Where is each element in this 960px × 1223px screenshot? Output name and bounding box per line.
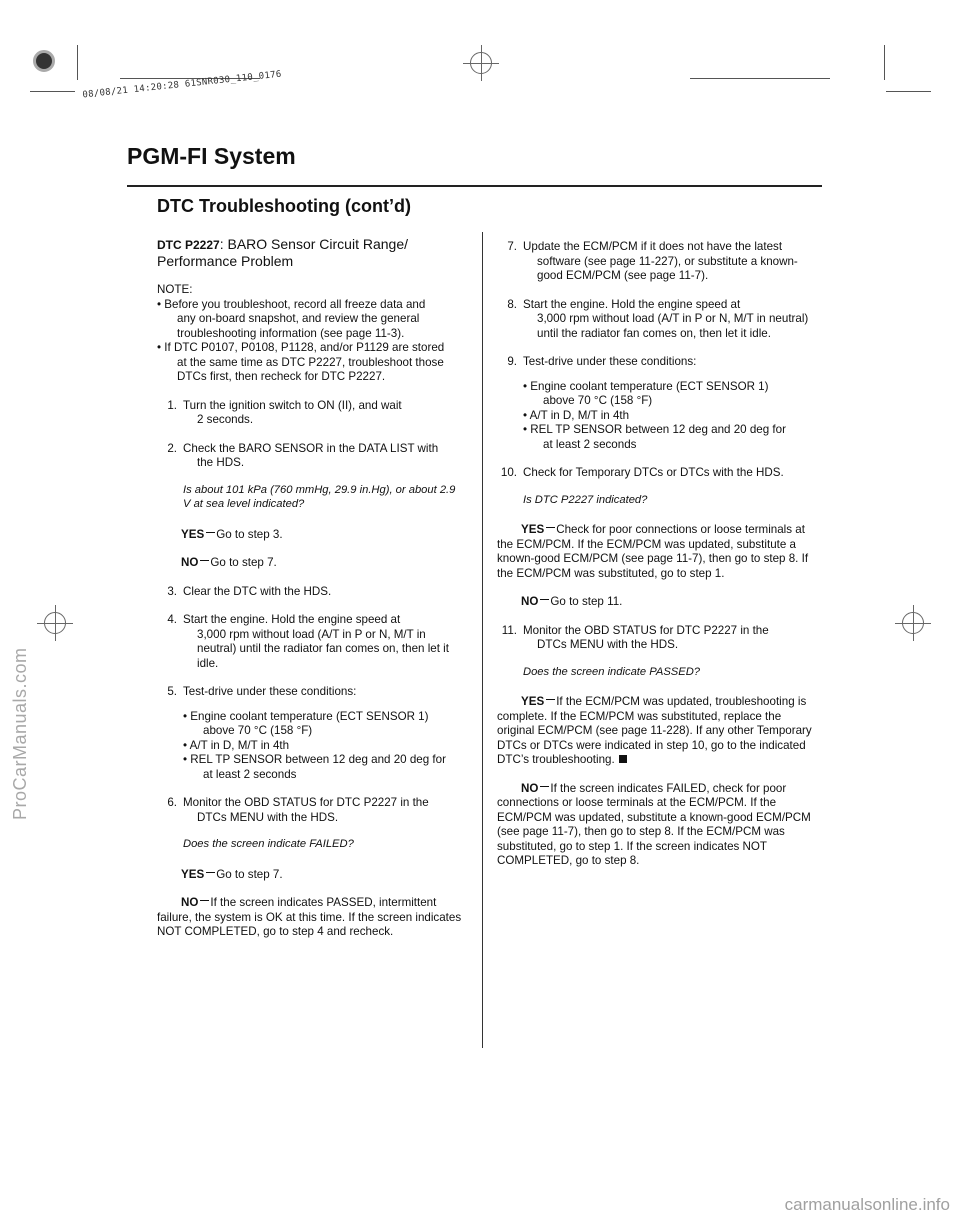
print-timestamp: 08/08/21 14:20:28 61SNR030_110_0176 (82, 69, 283, 101)
crop-mark (884, 45, 885, 80)
registration-target-icon (470, 52, 492, 74)
column-divider (482, 232, 483, 1048)
step-8: 8. Start the engine. Hold the engine speed at 3,000 rpm without load (A/T in P or N, M/T in neutral) until the radiator fan comes on, then let it idle. (507, 297, 809, 340)
crop-mark (690, 78, 830, 79)
page-title: PGM-FI System (127, 143, 296, 169)
step-11-question: Does the screen indicate PASSED? (523, 665, 701, 678)
step-9-conditions (497, 380, 812, 453)
dtc-description-line2: Performance Problem (157, 253, 294, 269)
step-11-no: NO If the screen indicates FAILED, check for poor connections or loose terminals at the ECM/PCM. If the ECM/PCM was updated, substitute a known-good ECM/PCM (see page 11-7), then go to step 8. If the ECM/PCM was substituted, go to step 1. If the screen indicates NOT COMPLETED, go to step 8. (497, 781, 811, 867)
dtc-heading (157, 236, 467, 269)
registration-target-icon (44, 612, 66, 634)
step-11: 11. Monitor the OBD STATUS for DTC P2227 in the DTCs MENU with the HDS. (501, 623, 769, 651)
note-block (157, 283, 467, 385)
crop-mark (77, 45, 78, 80)
step-10-yes: YES Check for poor connections or loose terminals at the ECM/PCM. If the ECM/PCM was updated, substitute a known-good ECM/PCM (see page 11-7), then go to step 8. If the ECM/PCM was substituted, go to step 1. (497, 523, 809, 580)
note-label: NOTE: (157, 283, 193, 296)
step-10-question: Is DTC P2227 indicated? (523, 493, 648, 506)
step-6: 6. Monitor the OBD STATUS for DTC P2227 in the DTCs MENU with the HDS. (167, 796, 429, 824)
step-9: 9. Test-drive under these conditions: (507, 355, 697, 368)
end-of-procedure-icon (619, 755, 627, 763)
crop-mark (30, 91, 75, 92)
note-item: • Before you troubleshoot, record all freeze data and any on-board snapshot, and review the general troubleshooting information (see page 11-3). (157, 297, 426, 340)
dtc-description: : BARO Sensor Circuit Range/ (219, 236, 408, 252)
title-rule (127, 185, 822, 187)
step-10: 10. Check for Temporary DTCs or DTCs with the HDS. (500, 466, 784, 479)
step-5: 5. Test-drive under these conditions: (167, 685, 357, 698)
step-1: 1. Turn the ignition switch to ON (II), and wait 2 seconds. (167, 398, 402, 426)
condition-item: • A/T in D, M/T in 4th (183, 738, 290, 752)
step-6-question: Does the screen indicate FAILED? (183, 838, 354, 850)
step-2-yes: YES Go to step 3. (181, 527, 283, 541)
bottom-watermark: carmanualsonline.info (784, 1195, 950, 1214)
step-2-question: Is about 101 kPa (760 mmHg, 29.9 in.Hg), or about 2.9 V at sea level indicated? (183, 483, 456, 510)
note-item: • If DTC P0107, P0108, P1128, and/or P1129 are stored at the same time as DTC P2227, troubleshoot those DTCs first, then recheck for DTC P2227. (157, 341, 445, 383)
condition-item: • REL TP SENSOR between 12 deg and 20 deg for at least 2 seconds (183, 753, 446, 781)
step-6-no: NO If the screen indicates PASSED, intermittent failure, the system is OK at this time. If the screen indicates NOT COMPLETED, go to step 4 and recheck. (157, 896, 462, 938)
step-7: 7. Update the ECM/PCM if it does not have the latest software (see page 11-227), or substitute a known-good ECM/PCM (see page 11-7). (507, 240, 798, 282)
condition-item: • Engine coolant temperature (ECT SENSOR 1) above 70 °C (158 °F) (183, 709, 429, 737)
side-watermark: ProCarManuals.com (10, 647, 30, 820)
right-column (497, 240, 812, 869)
step-10-no: NO Go to step 11. (521, 595, 623, 608)
step-2-no: NO Go to step 7. (181, 556, 277, 569)
dtc-code: DTC P2227 (157, 238, 220, 252)
registration-target-icon (902, 612, 924, 634)
condition-item: • Engine coolant temperature (ECT SENSOR 1) above 70 °C (158 °F) (523, 379, 769, 407)
condition-item: • A/T in D, M/T in 4th (523, 408, 630, 422)
step-11-yes: YES If the ECM/PCM was updated, troubleshooting is complete. If the ECM/PCM was substituted, replace the original ECM/PCM (see page 11-228). If any other Temporary DTCs or DTCs were indicated in step 10, go to the indicated DTC’s troubleshooting. (497, 695, 812, 766)
left-column (157, 236, 467, 940)
section-subtitle: DTC Troubleshooting (cont’d) (157, 196, 411, 216)
step-5-conditions (157, 710, 467, 783)
registration-punch-icon (33, 50, 55, 72)
step-2: 2. Check the BARO SENSOR in the DATA LIST with the HDS. (167, 441, 439, 469)
crop-mark (886, 91, 931, 92)
condition-item: • REL TP SENSOR between 12 deg and 20 deg for at least 2 seconds (523, 423, 786, 451)
step-6-yes: YES Go to step 7. (181, 867, 283, 881)
step-4: 4. Start the engine. Hold the engine speed at 3,000 rpm without load (A/T in P or N, M/T in neutral) until the radiator fan comes on, then let it idle. (167, 613, 449, 670)
step-3: 3. Clear the DTC with the HDS. (167, 584, 332, 598)
